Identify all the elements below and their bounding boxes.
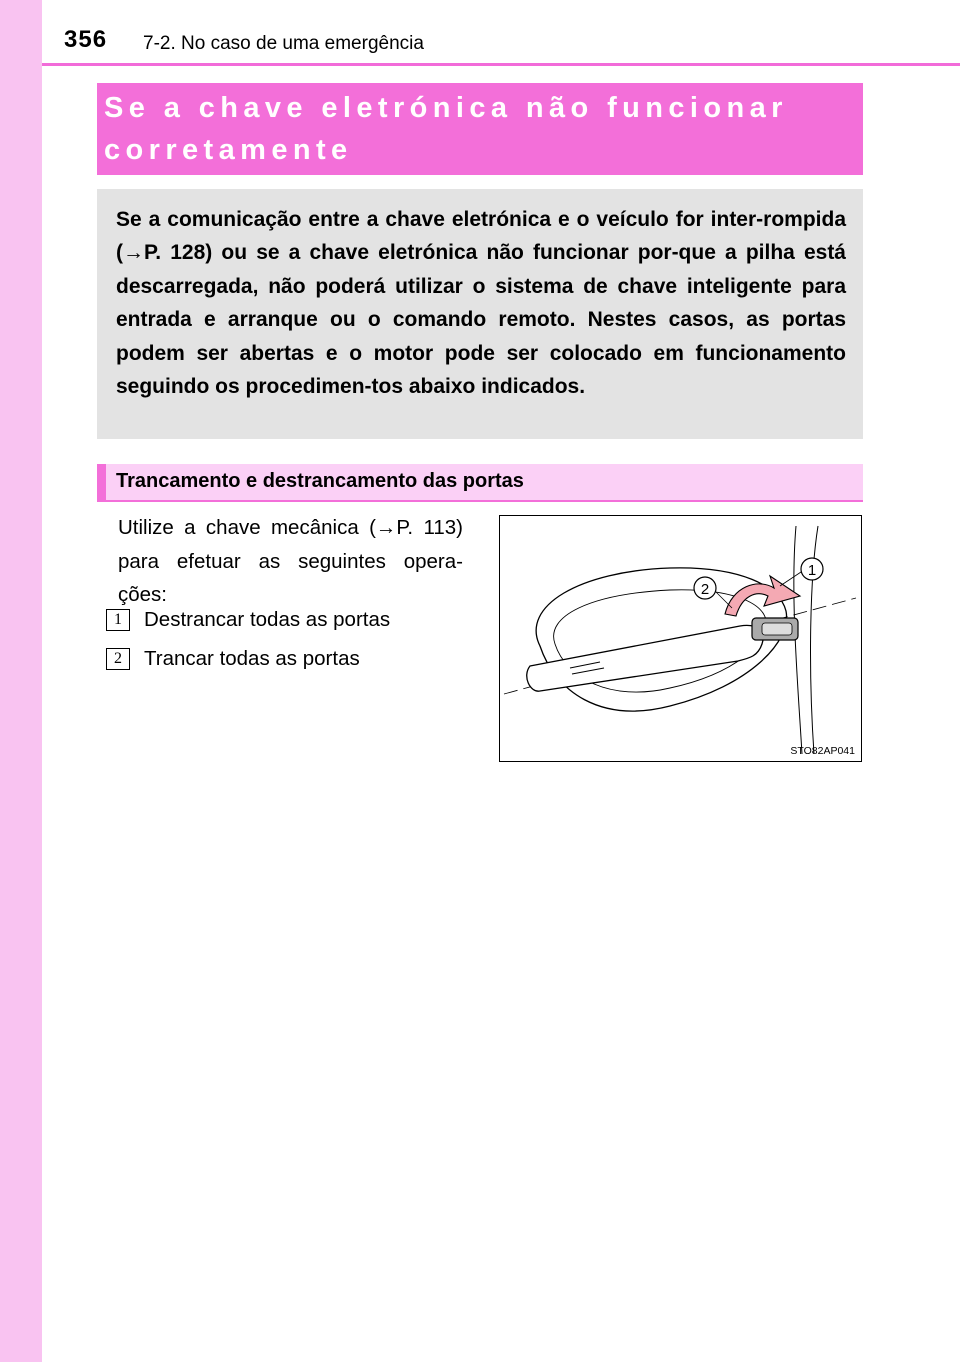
callout-2-label: 2: [700, 581, 710, 598]
subsection-accent-bar: [97, 464, 106, 501]
figure-code: STO82AP041: [790, 745, 855, 757]
door-handle-drawing: [500, 516, 860, 760]
header-divider: [42, 63, 960, 66]
page-number: 356: [64, 26, 108, 53]
step-text: Destrancar todas as portas: [144, 608, 391, 631]
section-reference: 7-2. No caso de uma emergência: [143, 33, 424, 54]
intro-paragraph: Se a comunicação entre a chave eletrónica e o veículo for inter-rompida (→P. 128) ou se a chave eletrónica não funcionar por-que a pilha está descarregada, não poderá utilizar o sistema de chave inteligente para entrada e arranque ou o comando remoto. Nestes casos, as portas podem ser abertas e o motor pode ser colocado em funcionamento seguindo os procedimen-tos abaixo indicados.: [116, 208, 846, 399]
step-item-2: [106, 647, 360, 671]
step-text: Trancar todas as portas: [144, 647, 360, 670]
subsection-title: Trancamento e destrancamento das portas: [116, 470, 524, 492]
door-handle-illustration: [499, 515, 862, 762]
side-color-strip: [0, 0, 42, 1362]
step-number-badge: 2: [106, 648, 130, 670]
body-paragraph: Utilize a chave mecânica (→P. 113) para efetuar as seguintes opera-ções:: [118, 516, 463, 606]
step-item-1: [106, 608, 390, 632]
page-title: Se a chave eletrónica não funcionar corretamente: [104, 92, 788, 166]
callout-1-label: 1: [807, 562, 817, 579]
step-number-badge: 1: [106, 609, 130, 631]
subsection-underline: [97, 500, 863, 502]
